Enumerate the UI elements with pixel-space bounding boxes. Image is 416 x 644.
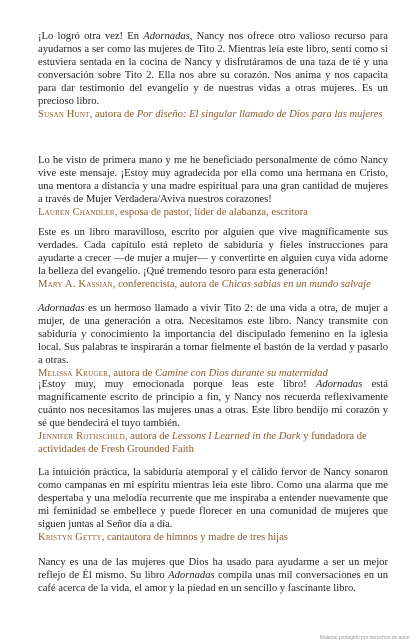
endorsement-4 — [38, 302, 388, 380]
endorsement-3 — [38, 226, 388, 291]
author-name: Melissa Kruger — [38, 368, 108, 379]
endorsement-attribution: Jennifer Rothschild, autora de Lessons I Learned in the Dark y fundadora de actividades de Fresh Grounded Faith — [38, 431, 367, 455]
endorsement-quote: Este es un libro maravilloso, escrito por alguien que vive magníficamente sus verdades. Cada capítulo está repleto de sabiduría y fieles instrucciones para ayudarte a crecer —de mujer a mujer— y convertirte en alguien cuya vida adorne la belleza del evangelio. ¡Qué tremendo tesoro para esta generación! — [38, 227, 388, 277]
endorsement-attribution: Lauren Chandler, esposa de pastor, líder de alabanza, escritora — [38, 207, 308, 218]
endorsement-7 — [38, 556, 388, 595]
endorsement-6 — [38, 466, 388, 544]
endorsement-2 — [38, 154, 388, 219]
endorsement-5 — [38, 378, 388, 456]
author-name: Lauren Chandler — [38, 207, 115, 218]
endorsement-attribution: Mary A. Kassian, conferencista, autora de Chicas sabias en un mundo salvaje — [38, 279, 371, 290]
book-title: Chicas sabias en un mundo salvaje — [221, 279, 371, 290]
book-title: Camine con Dios durante su maternidad — [155, 368, 328, 379]
endorsement-attribution: Susan Hunt, autora de Por diseño: El singular llamado de Dios para las mujeres — [38, 109, 383, 120]
endorsement-quote: Adornadas es un hermoso llamado a vivir Tito 2: de una vida a otra, de mujer a mujer, de una generación a otra. Necesitamos este libro. Nancy transmite con sabiduría y conocimiento la importancia del discipulado femenino en la iglesia local. Sus palabras te inspirarán a tomar fielmente el bastón de la verdad y pasarlo a otras. — [38, 303, 388, 366]
endorsement-quote: Nancy es una de las mujeres que Dios ha usado para ayudarme a ser un mejor reflejo de Él mismo. Su libro Adornadas compila unas mil conversaciones en un café acerca de la vida, el amor y la piedad en un sencillo y fascinante libro. — [38, 557, 388, 594]
copyright-watermark: Material protegido por derechos de autor — [319, 635, 410, 641]
endorsement-attribution: Kristyn Getty, cantautora de himnos y madre de tres hijas — [38, 532, 288, 543]
endorsement-quote: Lo he visto de primera mano y me he beneficiado personalmente de cómo Nancy vive este mensaje. ¡Estoy muy agradecida por ella como una hermana en Cristo, una mentora a distancia y una madre espiritual para una gran cantidad de mujeres a través de Mujer Verdadera/Aviva nuestros corazones! — [38, 155, 388, 205]
endorsement-quote: ¡Lo logró otra vez! En Adornadas, Nancy nos ofrece otro valioso recurso para ayudarnos a ser como las mujeres de Tito 2. Mientras leía este libro, sentí como si estuviera sentada en la cocina de Nancy y disfrutáramos de una taza de té y una conversación sobre Tito 2. Ella nos abre su corazón. Nos anima y nos capacita para dar testimonio del evangelio y de nuestras vidas a otras mujeres. Es un precioso libro. — [38, 31, 388, 107]
endorsement-quote: ¡Estoy muy, muy emocionada porque leas este libro! Adornadas está magníficamente escrito de principio a fin, y Nancy nos recuerda reflexivamente cuánto nos necesitamos las mujeres unas a otras. Este libro bendijo mi corazón y sé que bendecirá el tuyo también. — [38, 379, 388, 429]
book-title: Lessons I Learned in the Dark — [171, 431, 301, 442]
author-name: Susan Hunt — [38, 109, 90, 120]
endorsement-attribution: Melissa Kruger, autora de Camine con Dios durante su maternidad — [38, 368, 328, 379]
book-title: Por diseño: El singular llamado de Dios para las mujeres — [136, 109, 383, 120]
author-name: Mary A. Kassian — [38, 279, 113, 290]
endorsement-1 — [38, 30, 388, 121]
author-name: Kristyn Getty — [38, 532, 102, 543]
endorsement-quote: La intuición práctica, la sabiduría atemporal y el cálido fervor de Nancy sonaron como campanas en mi espíritu mientras leía este libro. Como una alarma que me despertaba y una melodía recurrente que me inspiraba a entender nuevamente que mi feminidad se embellece y puede florecer en una comunidad de mujeres que siguen juntas al Señor día a día. — [38, 467, 388, 530]
author-name: Jennifer Rothschild — [38, 431, 125, 442]
